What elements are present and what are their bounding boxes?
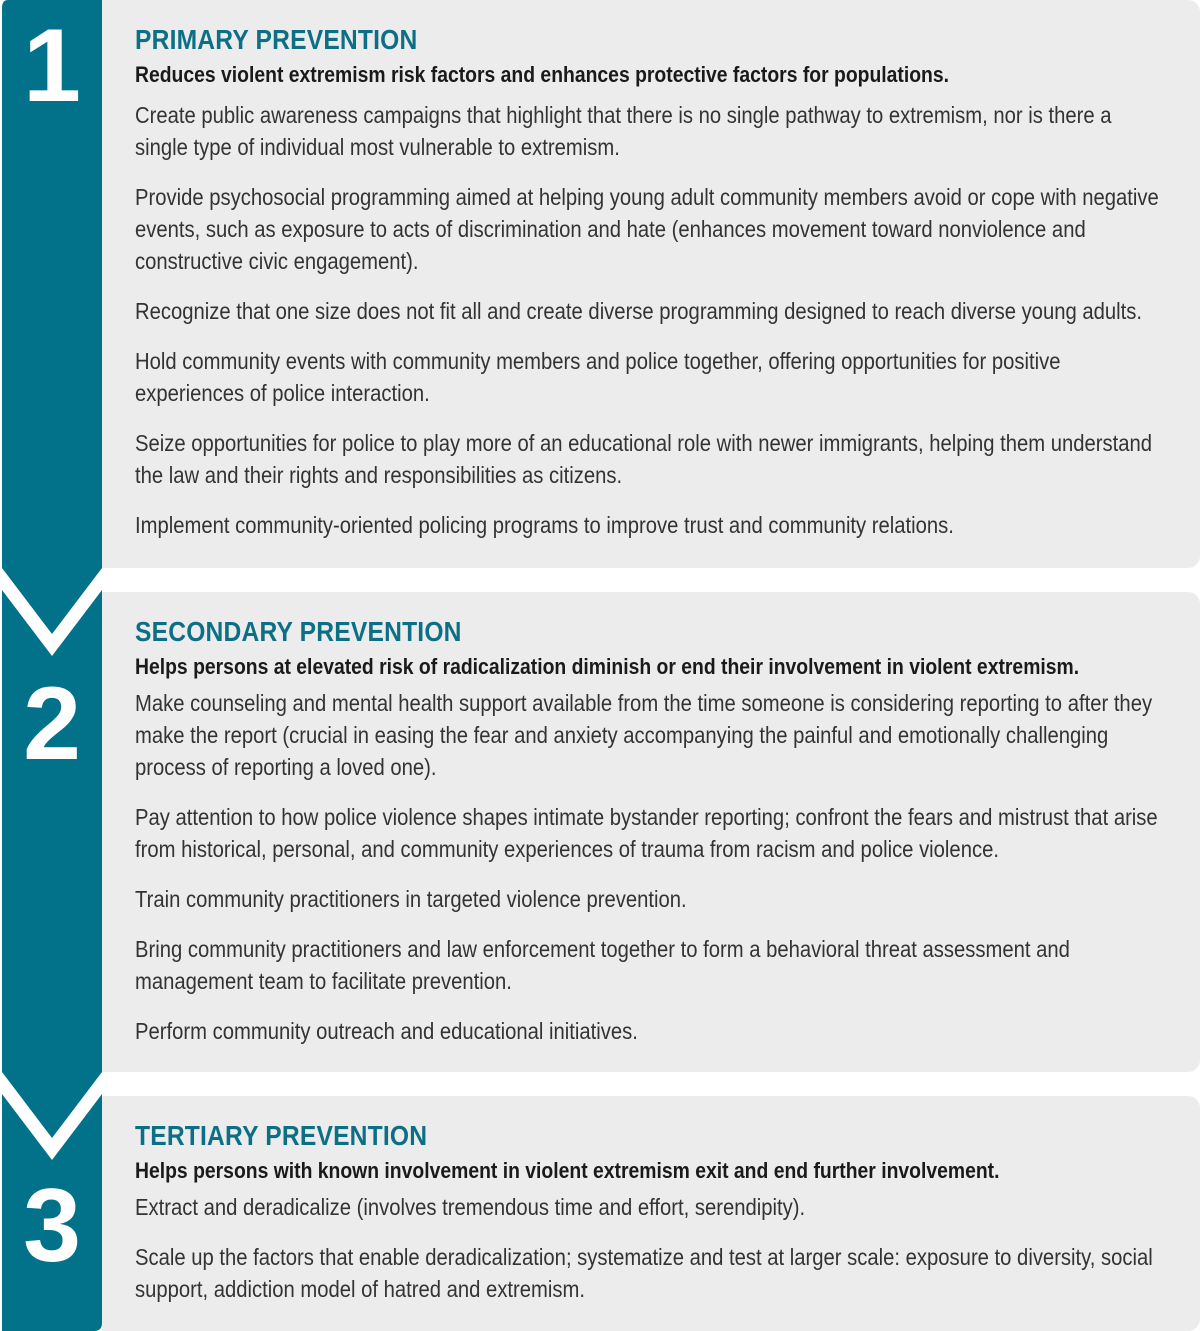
list-item: Perform community outreach and educational initiatives. [135,1018,638,1045]
list-item: Seize opportunities for police to play more of an educational role with newer immigrants, helping them understand the law and their rights and responsibilities as citizens. [135,430,1153,489]
primary-prevention-panel [102,0,1200,568]
list-item: Hold community events with community members and police together, offering opportunities for positive experiences of police interaction. [135,348,1061,407]
stage-title: PRIMARY PREVENTION [135,24,418,55]
list-item: Make counseling and mental health support available from the time someone is considering reporting to after they make the report (crucial in easing the fear and anxiety accompanying the painful and emotionally challenging process of reporting a loved one). [135,690,1153,781]
stage-items [135,99,1176,541]
tertiary-prevention-panel [102,1096,1200,1331]
stage-number-2: 2 [23,666,81,782]
stage-items [135,687,1176,1047]
list-item: Create public awareness campaigns that highlight that there is no single pathway to extremism, nor is there a single type of individual most vulnerable to extremism. [135,102,1112,161]
list-item: Implement community-oriented policing programs to improve trust and community relations. [135,512,954,539]
stage-number-3: 3 [23,1168,81,1284]
list-item: Train community practitioners in targeted violence prevention. [135,886,687,913]
list-item: Provide psychosocial programming aimed at helping young adult community members avoid or cope with negative events, such as exposure to acts of discrimination and hate (enhances movement toward nonviolence and constructive civic engagement). [135,184,1159,275]
stage-number-1: 1 [23,8,81,124]
secondary-prevention-panel [102,592,1200,1072]
stage-title: TERTIARY PREVENTION [135,1120,428,1151]
list-item: Recognize that one size does not fit all and create diverse programming designed to reach diverse young adults. [135,298,1142,325]
stage-summary: Reduces violent extremism risk factors and enhances protective factors for populations. [135,62,950,88]
stage-summary: Helps persons with known involvement in violent extremism exit and end further involvement. [135,1158,1000,1184]
list-item: Extract and deradicalize (involves tremendous time and effort, serendipity). [135,1194,806,1221]
stage-items [135,1191,1176,1305]
stage-title: SECONDARY PREVENTION [135,616,462,647]
list-item: Scale up the factors that enable deradicalization; systematize and test at larger scale: exposure to diversity, social support, addiction model of hatred and extremism. [135,1244,1153,1303]
stage-summary: Helps persons at elevated risk of radicalization diminish or end their involvement in violent extremism. [135,654,1080,680]
list-item: Bring community practitioners and law enforcement together to form a behavioral threat assessment and management team to facilitate prevention. [135,936,1070,995]
list-item: Pay attention to how police violence shapes intimate bystander reporting; confront the fears and mistrust that arise from historical, personal, and community experiences of trauma from racism and police violence. [135,804,1158,863]
